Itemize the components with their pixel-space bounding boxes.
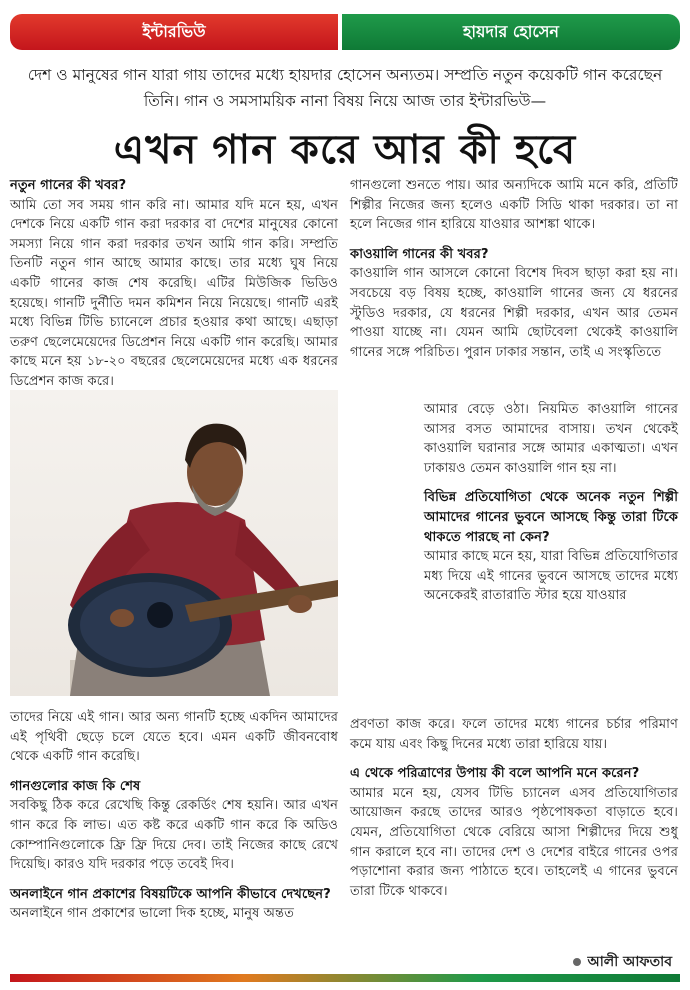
left-column-bottom [10,708,338,924]
bottom-color-bar [10,974,680,982]
answer-competitions-cont: প্রবণতা কাজ করে। ফলে তাদের মধ্যে গানের চর্চার পরিমাণ কমে যায় এবং কিছু দিনের মধ্যে তারা হারিয়ে যায়। [350,717,678,752]
question-new-songs: নতুন গানের কী খবর? [10,178,127,193]
question-online-release: অনলাইনে গান প্রকাশের বিষয়টিকে আপনি কীভাবে দেখছেন? [10,886,331,902]
answer-online-release: অনলাইনে গান প্রকাশের ভালো দিক হচ্ছে, মানুষ অন্তত [10,906,295,922]
headline: এখন গান করে আর কী হবে [113,127,577,173]
artist-photo [10,390,338,696]
right-column-top [350,176,678,362]
answer-qawwali-cont: আমার বেড়ে ওঠা। নিয়মিত কাওয়ালি গানের আসর বসত আমাদের বাসায়। তখন থেকেই কাওয়ালি ঘরানার সঙ্গে আমার একাত্মতা। এখন ঢাকায়ও তেমন কাওয়ালি গান হয় না। [424,402,678,476]
section-label [10,14,338,50]
intro-text: দেশ ও মানুষের গান যারা গায় তাদের মধ্যে হায়দার হোসেন অন্যতম। সম্প্রতি নতুন কয়েকটি গান করেছেন তিনি। গান ও সমসাময়িক নানা বিষয় নিয়ে আজ তার ইন্টারভিউ— [27,66,663,110]
answer-new-songs-cont: তাদের নিয়ে এই গান। আর অন্য গানটি হচ্ছে একদিন আমাদের এই পৃথিবী ছেড়ে চলে যেতে হবে। এমন একটি জীবনবোধ থেকে একটি গান করেছি। [10,710,338,765]
question-recording-status: গানগুলোর কাজ কি শেষ [10,778,141,794]
subject-name-text: হায়দার হোসেন [463,21,559,41]
guitarist-illustration [10,390,338,696]
author-name: আলী আফতাব [587,954,672,970]
section-label-text: ইন্টারভিউ [142,21,206,41]
answer-online-release-cont: গানগুলো শুনতে পায়। আর অন্যদিকে আমি মনে করি, প্রতিটি শিল্পীর নিজের জন্য হলেও একটি সিডি থাকা দরকার। তা না হলে নিজের গান হারিয়ে যাওয়ার আশঙ্কা থাকে। [350,178,678,233]
answer-recording-status: সবকিছু ঠিক করে রেখেছি কিন্তু রেকর্ডিং শেষ হয়নি। আর এখন গান করে কি লাভ। এত কষ্ট করে একটি গান করে কি অডিও কোম্পানিগুলোকে ফ্রি ফ্রি দিয়ে দেব। তাই নিজের কাছে রেখে দিয়েছি। কারও যদি দরকার পড়ে তবেই দিব। [10,798,338,873]
right-column-bottom [350,715,678,901]
right-column-middle [424,400,678,606]
byline [573,950,672,974]
subject-name-banner [342,14,680,50]
question-qawwali: কাওয়ালি গানের কী খবর? [350,246,489,262]
question-competitions: বিভিন্ন প্রতিযোগিতা থেকে অনেক নতুন শিল্পী আমাদের গানের ভুবনে আসছে কিন্তু তারা টিকে থাকতে পারছে না কেন? [424,490,678,545]
answer-competitions: আমার কাছে মনে হয়, যারা বিভিন্ন প্রতিযোগিতার মধ্য দিয়ে এই গানের ভুবনে আসছে তাদের মধ্যে অনেকেরই রাতারাতি স্টার হয়ে যাওয়ার [424,549,678,604]
answer-solution: আমার মনে হয়, যেসব টিভি চ্যানেল এসব প্রতিযোগিতার আয়োজন করছে তাদের আরও পৃষ্ঠপোষকতা বাড়াতে হবে। যেমন, প্রতিযোগিতা থেকে বেরিয়ে আসা শিল্পীদের দিয়ে শুধু গান করালে হবে না। তাদের দেশ ও দেশের বাইরে গানের ওপর পড়াশোনা করার জন্য পাঠাতে হবে। তাহলেই এ গানের ভুবনে তারা টিকে থাকবে। [350,785,678,899]
answer-qawwali: কাওয়ালি গান আসলে কোনো বিশেষ দিবস ছাড়া করা হয় না। সবচেয়ে বড় বিষয় হচ্ছে, কাওয়ালি গানের জন্য যে ধরনের স্টুডিও দরকার, যে ধরনের শিল্পী দরকার, এখন আর তেমন পাওয়া যাচ্ছে না। যেমন আমি ছোটবেলা থেকেই কাওয়ালি গানের সঙ্গে পরিচিত। পুরান ঢাকার সন্তান, তাই এ সংস্কৃতিতে [350,266,678,360]
left-column-top [10,176,338,392]
answer-new-songs: আমি তো সব সময় গান করি না। আমার যদি মনে হয়, এখন দেশকে নিয়ে একটি গান করা দরকার বা দেশের মানুষের কোনো সমস্যা নিয়ে গান করা দরকার তখন আমি গান করি। সম্প্রতি তিনটি নতুন গান আছে আমার কাছে। তার মধ্যে ঘুষ নিয়ে একটি গানের কাজ শেষ করেছি। এটির মিউজিক ভিডিও হয়েছে। গানটি দুর্নীতি দমন কমিশন নিয়ে নিয়েছে। গানটি এরই মধ্যে বিভিন্ন টিভি চ্যানেলে প্রচার হওয়ার কথা আছে। এছাড়া তরুণ ছেলেমেয়েদের ডিপ্রেশন নিয়ে একটি গান করেছি। আমার কাছে মনে হয় ১৮-২০ বছরের ছেলেমেয়েদের মধ্যে এক ধরনের ডিপ্রেশন কাজ করে। [10,197,338,389]
bullet-icon [573,958,581,966]
question-solution: এ থেকে পরিত্রাণের উপায় কী বলে আপনি মনে করেন? [350,766,640,782]
